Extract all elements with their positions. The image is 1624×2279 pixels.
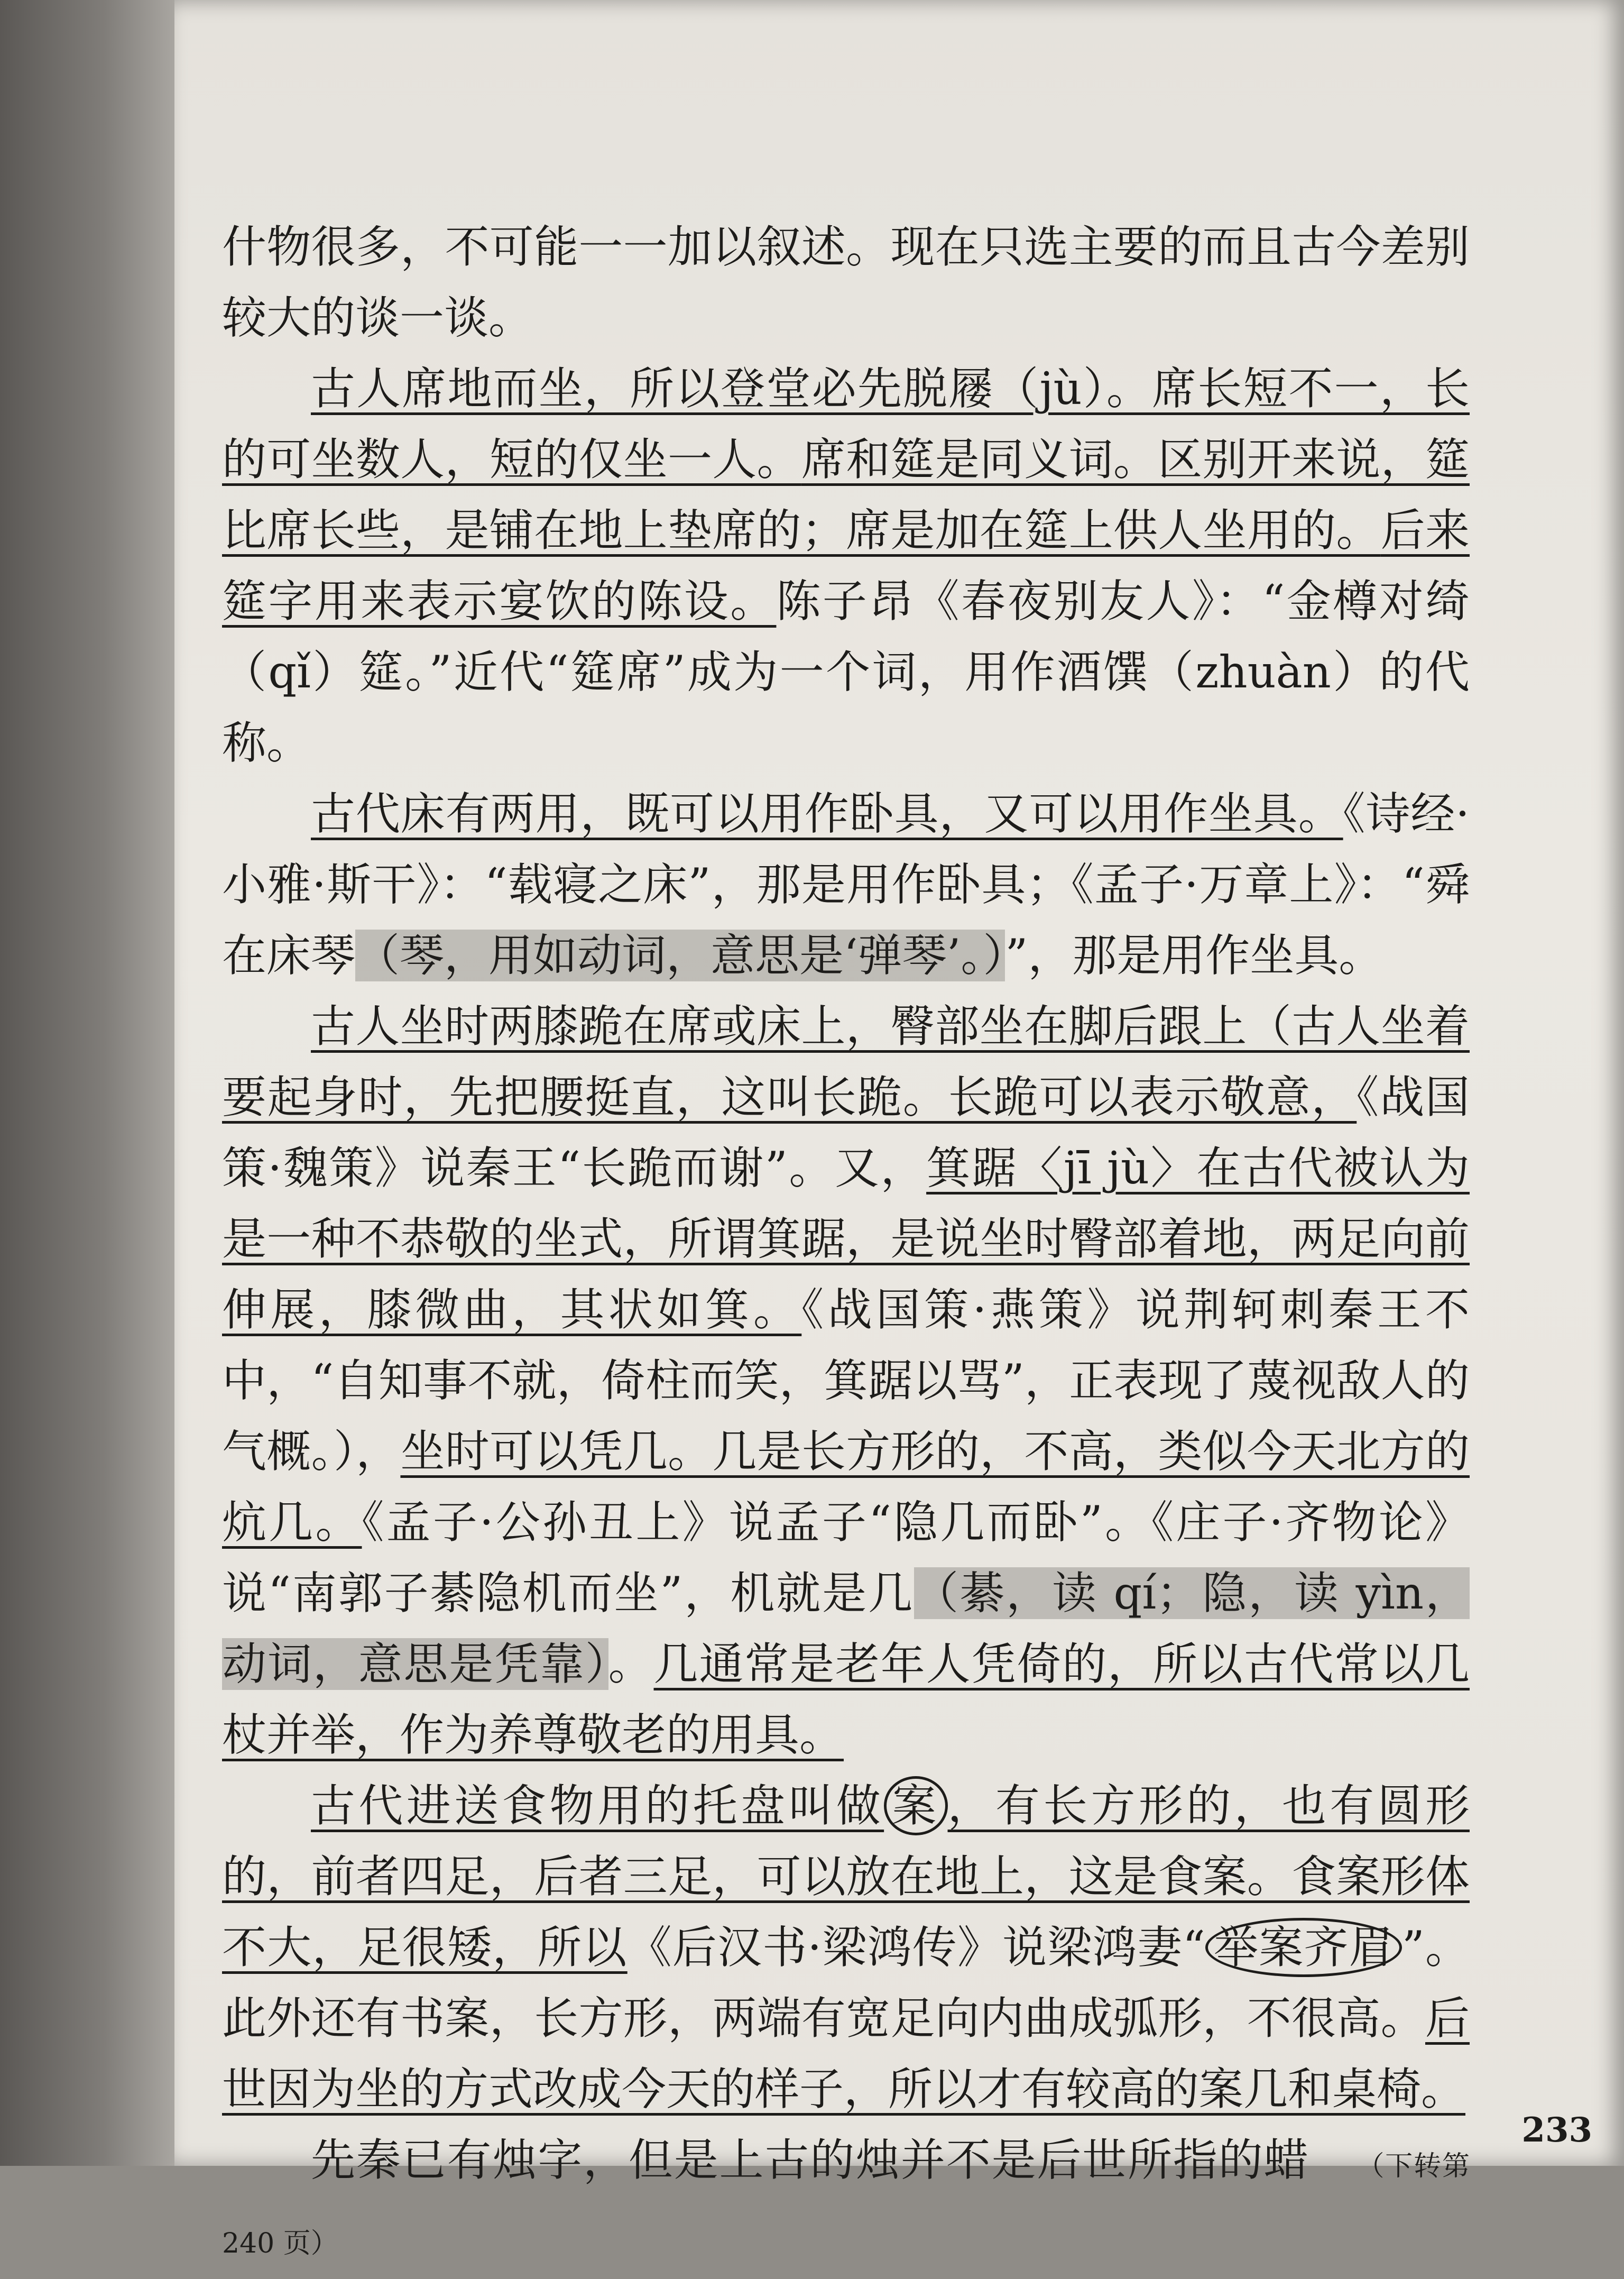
- text-span: ”。此外还有书案，长方形，两端有宽足向内曲成弧形，不很高。: [222, 1922, 1470, 2044]
- paragraph: [222, 212, 1470, 353]
- text-span: 《孟子·公孙丑上》说孟子“隐几而卧”。《庄子·齐物论》说“南郭子綦隐机而坐”，机就是几: [222, 1496, 1470, 1619]
- underlined-text: 几通常是老年人凭倚的，所以古代常以几杖并举，作为养尊敬老的用具。: [222, 1638, 1470, 1761]
- paragraph: [222, 353, 1470, 778]
- text-span: 《诗经·小雅·斯干》：“载寝之床”，那是用作卧具；《孟子·万章上》：“舜在床琴: [222, 788, 1470, 981]
- paragraph: [222, 991, 1470, 1770]
- highlighted-text: （綦，读 qí；隐，读 yìn，动词，意思是凭靠）: [222, 1567, 1470, 1690]
- text-span: ”，那是用作坐具。: [1005, 930, 1383, 981]
- book-gutter-shadow: [0, 0, 174, 2166]
- circled-text: 举案齐眉: [1205, 1918, 1402, 1977]
- text-span: 陈子昂《春夜别友人》：“金樽对绮（qǐ）筵。”近代“筵席”成为一个词，用作酒馔（zhuàn）的代称。: [222, 575, 1470, 769]
- page-number: 233: [1521, 2110, 1592, 2150]
- page-continuation-note: （下转第 240 页）: [222, 2151, 1470, 2259]
- text-span: 《战国策·燕策》说荆轲刺秦王不中，“自知事不就，倚柱而笑，箕踞以骂”，正表现了蔑视敌人的气概。），: [222, 1284, 1470, 1477]
- text-span: 。: [608, 1638, 654, 1690]
- page-body-text: [222, 212, 1470, 2279]
- underlined-text: ，有长方形的，也有圆形的，前者四足，后者三足，可以放在地上，这是食案。食案形体不大，足很矮，所以: [222, 1780, 1470, 1973]
- text-span: 《后汉书·梁鸿传》说梁鸿妻“: [627, 1922, 1205, 1973]
- circled-text: 案: [884, 1776, 947, 1835]
- underlined-text: 古人坐时两膝跪在席或床上，臀部坐在脚后跟上（古人坐着要起身时，先把腰挺直，这叫长跪。长跪可以表示敬意，: [222, 1000, 1470, 1123]
- underlined-text: 古代进送食物用的托盘叫做: [311, 1780, 884, 1832]
- highlighted-text: （琴，用如动词，意思是‘弹琴’。）: [355, 930, 1005, 981]
- underlined-text: 后世因为坐的方式改成今天的样子，所以才有较高的案几和桌椅。: [222, 1992, 1470, 2115]
- underlined-text: 席和筵是同义词。区别开来说，筵比席长些，是铺在地上垫席的；席是加在筵上供人坐用的。: [222, 434, 1470, 556]
- paragraph: [222, 2125, 1470, 2279]
- text-span: 先秦已有烛字，但是上古的烛并不是后世所指的蜡: [311, 2134, 1309, 2186]
- underlined-text: 坐时可以凭几。几是长方形的，不高，类似今天北方的炕几。: [222, 1426, 1470, 1548]
- text-span: 什物很多，不可能一一加以叙述。现在只选主要的而且古今差别较大的谈一谈。: [222, 221, 1470, 344]
- underlined-text: 古人席地而坐，所以登堂必先脱屦（jù）。席长短不一，长的可坐数人，短的仅坐一人。: [222, 363, 1470, 485]
- underlined-text: 古代床有两用，既可以用作卧具，又可以用作坐具。: [311, 788, 1343, 840]
- paragraph: [222, 1770, 1470, 2125]
- text-span: 《战国策·魏策》说秦王“长跪而谢”。又，: [222, 1071, 1470, 1194]
- underlined-text: 后来筵字用来表示宴饮的陈设。: [222, 504, 1470, 627]
- underlined-text: 箕踞〈jī jù〉在古代被认为是一种不恭敬的坐式，所谓箕踞，是说坐时臀部着地，两足向前伸展，膝微曲，其状如箕。: [222, 1142, 1470, 1336]
- paragraph: [222, 778, 1470, 991]
- book-page: [174, 0, 1624, 2259]
